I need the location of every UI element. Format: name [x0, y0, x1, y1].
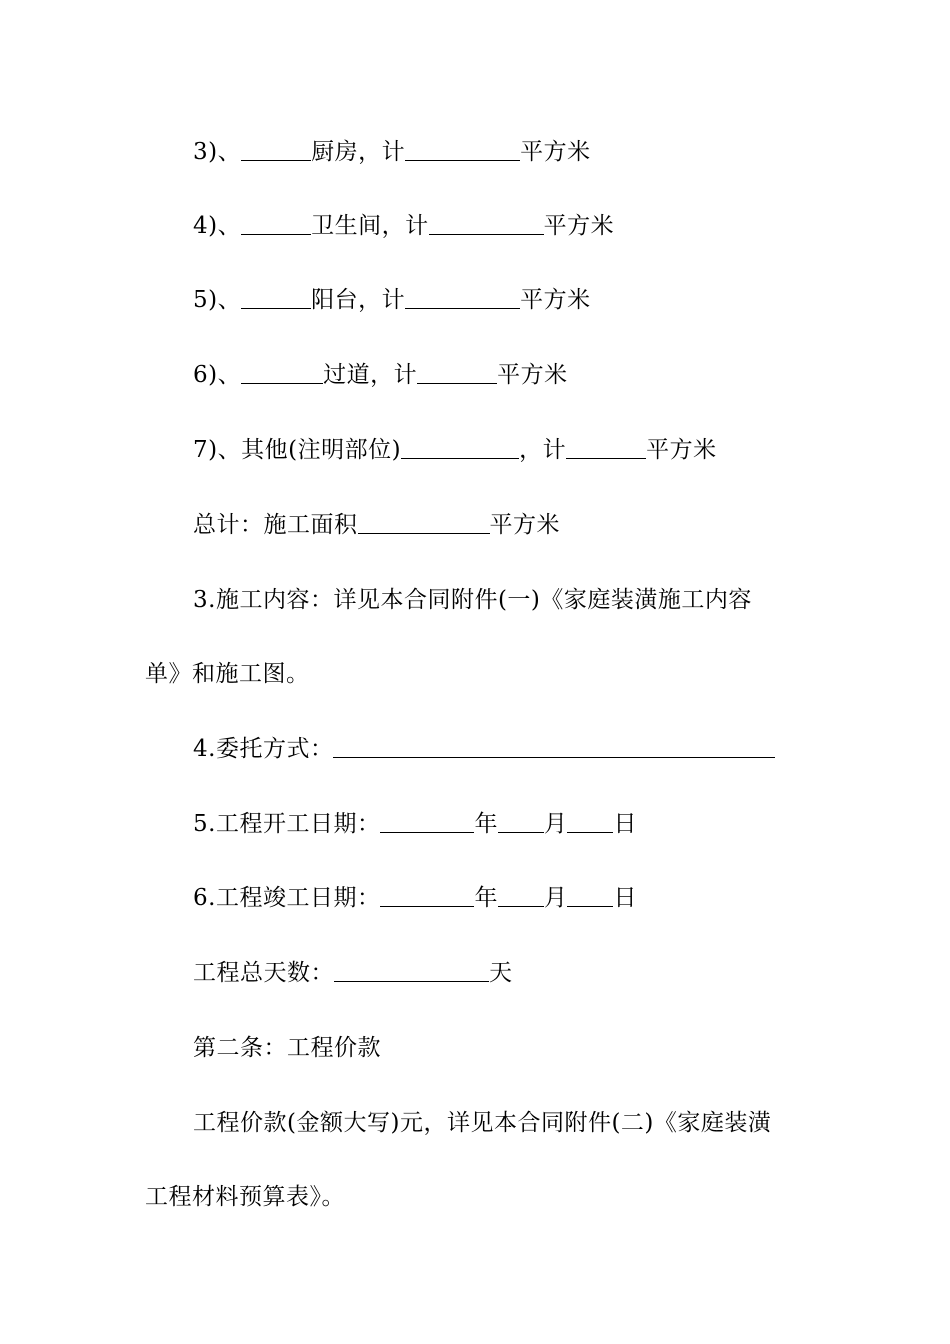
start-date-label: 5.工程开工日期：	[193, 811, 381, 837]
start-year-blank	[380, 810, 474, 833]
balcony-count-blank	[241, 286, 311, 309]
completion-month-blank	[498, 884, 544, 907]
total-days-label: 工程总天数：	[193, 960, 334, 986]
hallway-count-blank	[241, 361, 323, 384]
item-number: 4)、	[193, 213, 242, 239]
item-number: 3)、	[193, 139, 242, 165]
unit-label: 平方米	[543, 213, 615, 239]
completion-year-blank	[380, 884, 474, 907]
start-day-blank	[567, 810, 613, 833]
month-label: 月	[543, 811, 568, 837]
item-number: 6)、	[193, 362, 242, 388]
month-label: 月	[543, 885, 568, 911]
kitchen-count-blank	[241, 138, 311, 161]
unit-label: 平方米	[520, 139, 591, 165]
total-area-line	[193, 510, 560, 540]
other-location-blank	[401, 436, 519, 459]
total-days-blank	[334, 959, 489, 982]
total-area-label: 总计：施工面积	[193, 512, 358, 538]
day-label: 日	[613, 885, 637, 911]
construction-content-line: 3.施工内容：详见本合同附件(一)《家庭装潢施工内容	[193, 587, 752, 613]
article-two-heading: 第二条：工程价款	[193, 1035, 381, 1061]
bathroom-area-blank	[429, 212, 544, 235]
unit-label: 平方米	[497, 362, 568, 388]
day-label: 日	[613, 811, 637, 837]
kitchen-area-blank	[405, 138, 520, 161]
other-area-blank	[566, 436, 646, 459]
project-price-continued: 工程材料预算表》。	[145, 1184, 345, 1210]
other-area-line	[193, 435, 717, 465]
commission-method-label: 4.委托方式：	[193, 736, 334, 762]
start-date-line	[193, 809, 637, 839]
project-price-line: 工程价款(金额大写)元，详见本合同附件(二)《家庭装潢	[193, 1110, 772, 1136]
unit-label: 平方米	[520, 287, 591, 313]
unit-label: 平方米	[646, 437, 717, 463]
hallway-label: 过道，计	[323, 362, 418, 388]
commission-method-line	[193, 734, 775, 764]
completion-date-label: 6.工程竣工日期：	[193, 885, 381, 911]
bathroom-area-line	[193, 211, 614, 241]
kitchen-area-line	[193, 137, 591, 167]
completion-day-blank	[567, 884, 613, 907]
bathroom-label: 卫生间，计	[311, 213, 429, 239]
hallway-area-blank	[417, 361, 497, 384]
balcony-area-blank	[405, 286, 520, 309]
year-label: 年	[474, 811, 498, 837]
kitchen-label: 厨房，计	[311, 139, 406, 165]
hallway-area-line	[193, 360, 568, 390]
balcony-area-line	[193, 285, 591, 315]
days-unit-label: 天	[489, 960, 513, 986]
year-label: 年	[474, 885, 498, 911]
start-month-blank	[498, 810, 544, 833]
commission-method-blank	[333, 735, 775, 758]
other-label: 7)、其他(注明部位)	[193, 437, 402, 463]
bathroom-count-blank	[241, 212, 311, 235]
completion-date-line	[193, 883, 637, 913]
count-label: ，计	[519, 437, 567, 463]
total-area-blank	[358, 511, 490, 534]
balcony-label: 阳台，计	[311, 287, 406, 313]
construction-content-continued: 单》和施工图。	[145, 661, 310, 687]
total-days-line	[193, 958, 513, 988]
item-number: 5)、	[193, 287, 242, 313]
unit-label: 平方米	[489, 512, 560, 538]
